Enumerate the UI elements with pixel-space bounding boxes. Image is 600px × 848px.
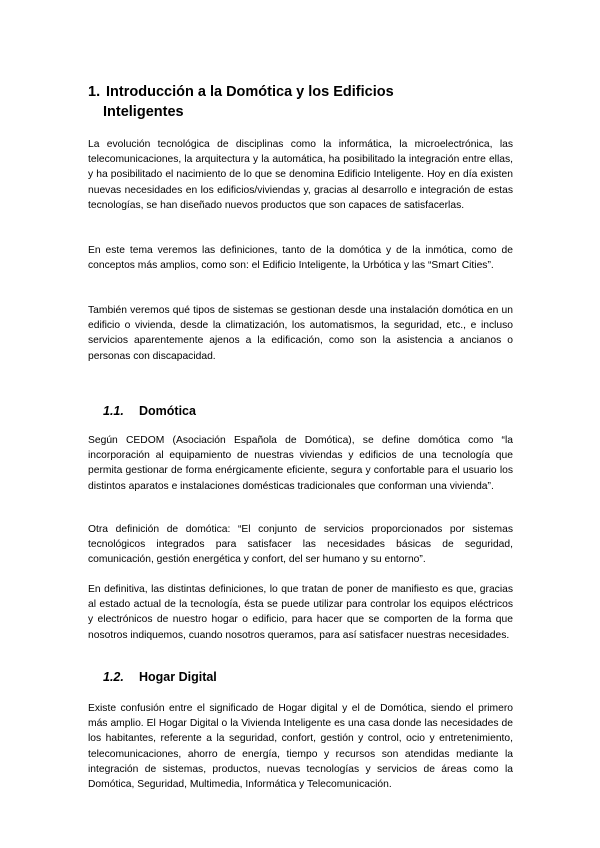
- section-1-title-line1: Introducción a la Domótica y los Edificios: [106, 84, 394, 100]
- section-1-1-title: Domótica: [139, 404, 196, 418]
- section-1-1-paragraph-2: Otra definición de domótica: “El conjunto de servicios proporcionados por sistemas tecnológicos integrados para satisfacer las necesidades básicas de seguridad, comunicación, gestión energética y confort, del ser humano y su entorno”.: [88, 524, 513, 566]
- section-1-2-number: 1.2.: [103, 670, 124, 684]
- section-1-2-title: Hogar Digital: [139, 670, 217, 684]
- section-1-number: 1.: [88, 84, 101, 100]
- section-1-heading: [88, 82, 528, 122]
- section-1-paragraph-1: La evolución tecnológica de disciplinas como la informática, la microelectrónica, las telecomunicaciones, la arquitectura y la automática, ha posibilitado la integración entre ellas, y ha posibilitado el nacimiento de lo que se denomina Edificio Inteligente. Hoy en día existen nuevas necesidades en los edificios/viviendas y, gracias al desarrollo e integración de estas tecnologías, se han diseñado nuevos productos que son capaces de satisfacerlas.: [88, 139, 513, 211]
- section-1-paragraph-2: En este tema veremos las definiciones, tanto de la domótica y de la inmótica, como de conceptos más amplios, como son: el Edificio Inteligente, la Urbótica y las “Smart Cities”.: [88, 245, 513, 272]
- section-1-title-line2: Inteligentes: [103, 104, 184, 120]
- section-1-1-paragraph-3: En definitiva, las distintas definiciones, lo que tratan de poner de manifiesto es que, gracias al estado actual de la tecnología, ésta se puede utilizar para controlar los equipos eléctricos y electrónicos de nuestro hogar o edificio, para hacer que se comporten de la forma que nosotros indiquemos, cuando nosotros queramos, para así satisfacer nuestras necesidades.: [88, 584, 513, 641]
- section-1-paragraph-3: También veremos qué tipos de sistemas se gestionan desde una instalación domótica en un edificio o vivienda, desde la climatización, los automatismos, la seguridad, etc., e incluso servicios aparentemente ajenos a la edificación, como son la asistencia a ancianos o personas con discapacidad.: [88, 305, 513, 362]
- section-1-1-heading: [103, 403, 196, 419]
- section-1-1-number: 1.1.: [103, 404, 124, 418]
- section-1-1-paragraph-1: Según CEDOM (Asociación Española de Domótica), se define domótica como “la incorporación al equipamiento de nuestras viviendas y edificios de una tecnología que permita gestionar de forma enérgicamente eficiente, segura y confortable para el usuario los distintos aparatos e instalaciones domésticas tradicionales que conforman una vivienda”.: [88, 435, 513, 492]
- section-1-2-heading: [103, 669, 217, 685]
- section-1-2-paragraph-1: Existe confusión entre el significado de Hogar digital y el de Domótica, siendo el primero más amplio. El Hogar Digital o la Vivienda Inteligente es una casa donde las necesidades de los habitantes, referente a la seguridad, confort, gestión y control, ocio y entretenimiento, telecomunicaciones, ahorro de energía, tiempo y recursos son atendidas mediante la integración de sistemas, productos, nuevas tecnologías y servicios de áreas como la Domótica, Seguridad, Multimedia, Informática y Telecomunicación.: [88, 703, 513, 791]
